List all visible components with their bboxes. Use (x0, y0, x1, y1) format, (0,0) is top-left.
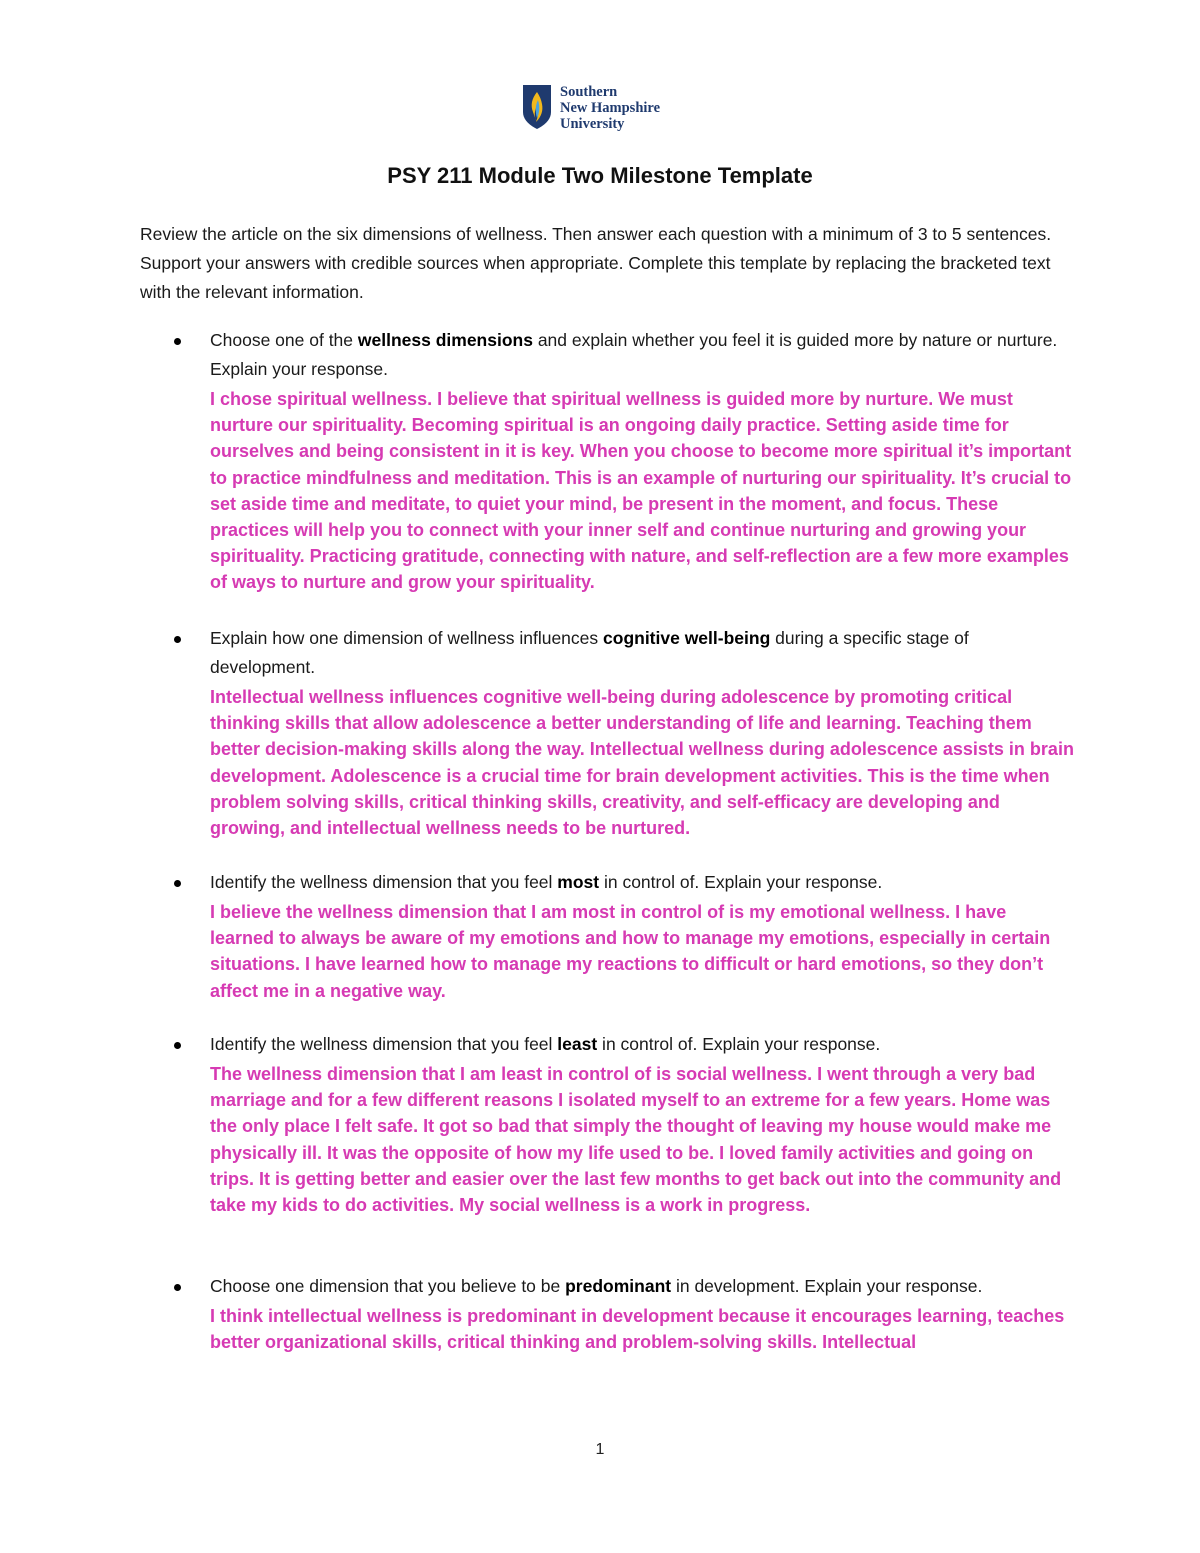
question-pre: Choose one of the (210, 330, 358, 350)
question-text (210, 868, 1074, 897)
question-item-3 (174, 868, 1074, 1004)
bullet-icon (174, 1042, 181, 1049)
question-pre: Identify the wellness dimension that you feel (210, 1034, 558, 1054)
logo-line-1: Southern (560, 84, 618, 100)
answer-text: I think intellectual wellness is predominant in development because it encourages learning, teaches better organizational skills, critical thinking and problem-solving skills. Intellectual (210, 1306, 1065, 1353)
question-post: in control of. Explain your response. (599, 872, 883, 892)
logo-line-2: New Hampshire (560, 100, 661, 116)
question-pre: Explain how one dimension of wellness influences (210, 628, 604, 648)
bullet-icon (174, 1284, 181, 1291)
question-post: during a specific stage of development. (210, 628, 969, 677)
question-pre: Identify the wellness dimension that you feel (210, 872, 558, 892)
question-pre: Choose one dimension that you believe to be (210, 1276, 566, 1296)
page-number: 1 (595, 1441, 605, 1458)
bullet-icon (174, 880, 181, 887)
question-text (210, 1272, 1074, 1301)
question-text (210, 326, 1074, 384)
answer-text: The wellness dimension that I am least in control of is social wellness. I went through a very bad marriage and for a few different reasons I isolated myself to an extreme for a few years. Home was the only place I felt safe. It got so bad that simply the thought of leaving my house would make me physically ill. It was the opposite of how my life used to be. I loved family activities and going on trips. It is getting better and easier over the last few months to get back out into the community and take my kids to do activities. My social wellness is a work in progress. (210, 1064, 1062, 1216)
logo-line-3: University (560, 116, 625, 132)
flame-shield-icon (522, 84, 552, 130)
university-logo (522, 84, 660, 132)
question-emphasis: predominant (565, 1276, 672, 1296)
question-text (210, 624, 1074, 682)
question-item-5 (174, 1272, 1074, 1355)
logo-wordmark (560, 84, 660, 132)
question-emphasis: least (557, 1034, 598, 1054)
question-emphasis: cognitive well-being (603, 628, 771, 648)
question-item-1 (174, 326, 1074, 596)
question-emphasis: wellness dimensions (357, 330, 533, 350)
answer-text: I chose spiritual wellness. I believe that spiritual wellness is guided more by nurture. We must nurture our spirituality. Becoming spiritual is an ongoing daily practice. Setting aside time for ourselves and being consistent in it is key. When you choose to become more spiritual it’s important to practice mindfulness and meditation. This is an example of nurturing our spirituality. It’s crucial to set aside time and meditate, to quiet your mind, be present in the moment, and focus. These practices will help you to connect with your inner self and continue nurturing and growing your spirituality. Practicing gratitude, connecting with nature, and self-reflection are a few more examples of ways to nurture and grow your spirituality. (210, 389, 1072, 593)
bullet-icon (174, 338, 181, 345)
question-item-4 (174, 1030, 1074, 1218)
page-title: PSY 211 Module Two Milestone Template (387, 163, 813, 188)
question-post: in development. Explain your response. (671, 1276, 983, 1296)
bullet-icon (174, 636, 181, 643)
question-item-2 (174, 624, 1074, 841)
question-post: and explain whether you feel it is guided more by nature or nurture. Explain your response. (210, 330, 1058, 379)
intro-paragraph: Review the article on the six dimensions of wellness. Then answer each question with a minimum of 3 to 5 sentences. Support your answers with credible sources when appropriate. Complete this template by replacing the bracketed text with the relevant information. (140, 224, 1052, 302)
question-text (210, 1030, 1074, 1059)
answer-text: Intellectual wellness influences cognitive well-being during adolescence by promoting critical thinking skills that allow adolescence a better understanding of life and learning. Teaching them better decision-making skills along the way. Intellectual wellness during adolescence assists in brain development. Adolescence is a crucial time for brain development activities. This is the time when problem solving skills, critical thinking skills, creativity, and self-efficacy are developing and growing, and intellectual wellness needs to be nurtured. (210, 687, 1074, 839)
question-emphasis: most (557, 872, 600, 892)
question-post: in control of. Explain your response. (597, 1034, 881, 1054)
answer-text: I believe the wellness dimension that I am most in control of is my emotional wellness. I have learned to always be aware of my emotions and how to manage my emotions, especially in certain situations. I have learned how to manage my reactions to difficult or hard emotions, so they don’t affect me in a negative way. (210, 902, 1051, 1001)
